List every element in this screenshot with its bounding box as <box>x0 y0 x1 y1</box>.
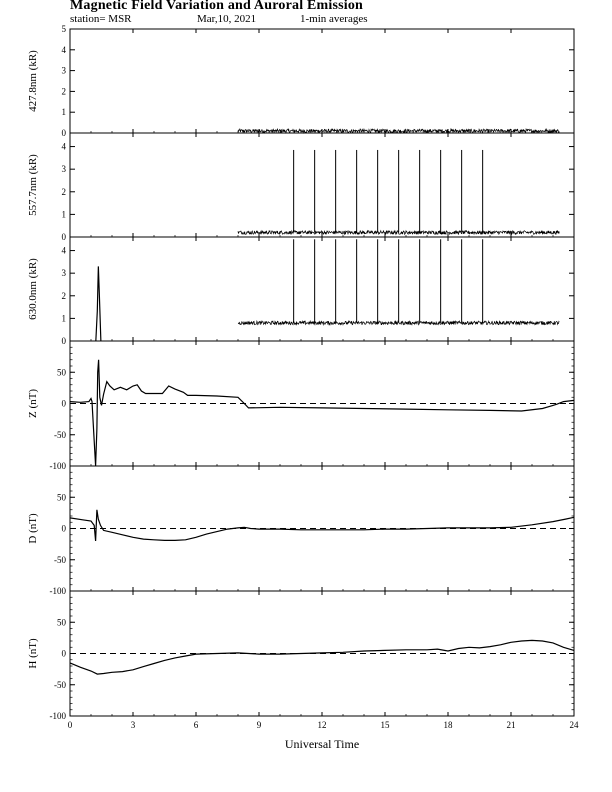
x-tick-label: 12 <box>317 720 327 730</box>
y-tick-label: 0 <box>61 336 66 346</box>
y-tick-label: -50 <box>54 554 66 565</box>
y-tick-label: 0 <box>61 128 66 138</box>
y-tick-label: 4 <box>61 141 66 152</box>
y-tick-label: 3 <box>61 268 66 279</box>
y-axis-label: H (nT) <box>27 638 39 669</box>
x-tick-label: 3 <box>130 720 136 730</box>
y-tick-label: 3 <box>61 65 66 76</box>
x-tick-label: 9 <box>256 720 262 730</box>
chart-title: Magnetic Field Variation and Auroral Emission <box>70 0 364 13</box>
y-tick-label: 50 <box>57 492 66 503</box>
y-tick-label: 2 <box>61 186 66 197</box>
y-axis-label: 427.8nm (kR) <box>27 50 39 112</box>
y-axis-label: 630.0nm (kR) <box>27 258 39 320</box>
y-tick-label: 3 <box>61 164 66 175</box>
magnetic-series <box>70 640 574 674</box>
y-tick-label: -50 <box>54 429 66 440</box>
y-tick-label: 5 <box>61 24 66 34</box>
y-tick-label: -100 <box>49 711 66 721</box>
panel-frame <box>70 29 574 133</box>
y-tick-label: 50 <box>57 617 66 628</box>
emission-early-spike <box>96 266 101 341</box>
x-tick-label: 6 <box>193 720 199 730</box>
y-tick-label: 0 <box>61 523 66 534</box>
y-tick-label: 0 <box>61 648 66 659</box>
y-tick-label: 4 <box>61 245 66 256</box>
magnetic-series <box>70 360 574 466</box>
y-tick-label: 2 <box>61 86 66 97</box>
y-tick-label: 1 <box>61 313 66 324</box>
x-tick-label: 18 <box>443 720 453 730</box>
y-tick-label: 2 <box>61 290 66 301</box>
y-tick-label: 4 <box>61 44 66 55</box>
x-tick-label: 0 <box>67 720 73 730</box>
magnetic-series <box>70 510 574 541</box>
y-axis-label: Z (nT) <box>27 388 39 419</box>
y-tick-label: -100 <box>49 586 66 596</box>
y-axis-label: D (nT) <box>27 513 39 544</box>
y-axis-label: 557.7nm (kR) <box>27 154 39 216</box>
y-tick-label: -50 <box>54 679 66 690</box>
station-label: station= MSR <box>70 13 132 25</box>
x-axis-label: Universal Time <box>284 737 360 751</box>
y-tick-label: 50 <box>57 367 66 378</box>
y-tick-label: 1 <box>61 209 66 220</box>
x-tick-label: 24 <box>569 720 579 730</box>
panel-frame <box>70 133 574 237</box>
y-tick-label: 0 <box>61 398 66 409</box>
y-tick-label: -100 <box>49 461 66 471</box>
panel-frame <box>70 237 574 341</box>
averaging-label: 1-min averages <box>300 13 368 25</box>
y-tick-label: 1 <box>61 107 66 118</box>
date-label: Mar,10, 2021 <box>197 13 257 25</box>
y-tick-label: 0 <box>61 232 66 242</box>
x-tick-label: 15 <box>380 720 390 730</box>
x-tick-label: 21 <box>506 720 516 730</box>
